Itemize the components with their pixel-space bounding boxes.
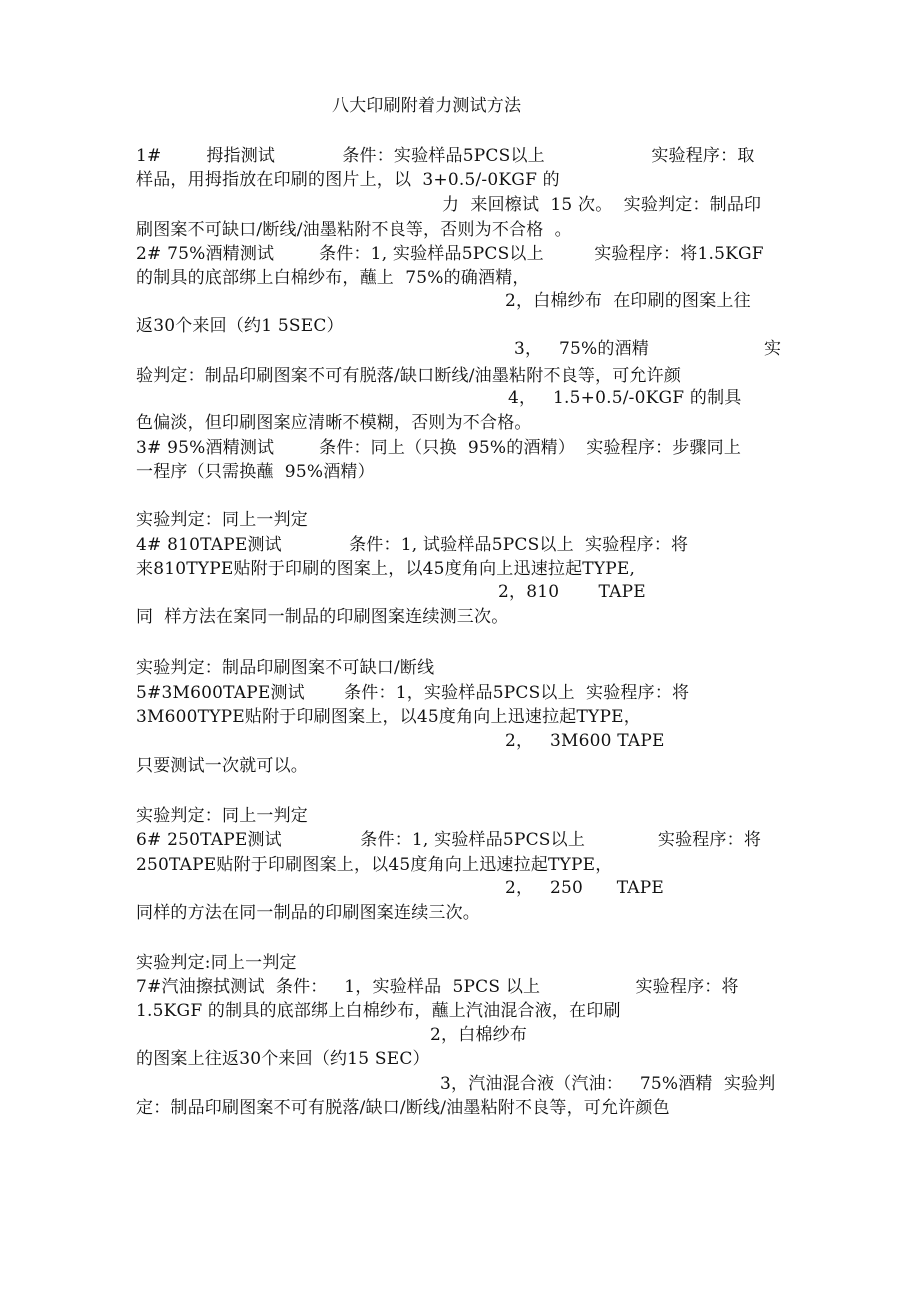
text-line: 2# 75%酒精测试 条件：1, 实验样品5PCS以上 实验程序：将1.5KGF — [136, 244, 764, 264]
text-line: 刷图案不可缺口/断线/油墨粘附不良等，否则为不合格 。 — [136, 220, 572, 240]
text-line: 力 来回檫试 15 次。 实验判定：制品印 — [442, 195, 762, 215]
text-line: 5#3M600TAPE测试 条件：1，实验样品5PCS以上 实验程序：将 — [136, 683, 690, 703]
text-line: 6# 250TAPE测试 条件：1, 实验样品5PCS以上 实验程序：将 — [136, 830, 762, 850]
text-line: 来810TYPE贴附于印刷的图案上，以45度角向上迅速拉起TYPE, — [136, 559, 636, 579]
text-line: 返30个来回（约1 5SEC） — [136, 316, 344, 336]
text-line: 验判定：制品印刷图案不可有脱落/缺口断线/油墨粘附不良等，可允许颜 — [136, 366, 682, 386]
text-line: 3，汽油混合液（汽油： 75%酒精 实验判 — [440, 1074, 776, 1094]
text-line: 2， 250 TAPE — [505, 878, 665, 898]
text-line: 2，白棉纱布 在印刷的图案上往 — [505, 291, 751, 311]
text-line: 3# 95%酒精测试 条件：同上（只换 95%的酒精） 实验程序：步骤同上 — [136, 438, 742, 458]
text-line: 实验判定:同上一判定 — [136, 953, 297, 973]
text-line: 同 样方法在案同一制品的印刷图案连续测三次。 — [136, 607, 509, 627]
page-title: 八大印刷附着力测试方法 — [332, 96, 522, 116]
text-line: 250TAPE贴附于印刷图案上，以45度角向上迅速拉起TYPE， — [136, 855, 613, 875]
text-line: 同样的方法在同一制品的印刷图案连续三次。 — [136, 903, 480, 923]
text-line: 1# 拇指测试 条件：实验样品5PCS以上 实验程序：取 — [136, 146, 755, 166]
text-line: 定：制品印刷图案不可有脱落/缺口/断线/油墨粘附不良等，可允许颜色 — [136, 1098, 670, 1118]
text-line: 2，810 TAPE — [498, 582, 646, 602]
text-line: 7#汽油擦拭测试 条件： 1，实验样品 5PCS 以上 实验程序：将 — [136, 977, 739, 997]
text-line: 一程序（只需换蘸 95%酒精） — [136, 462, 375, 482]
text-line: 的制具的底部绑上白棉纱布，蘸上 75%的确酒精， — [136, 268, 530, 288]
text-line: 实 — [764, 339, 782, 359]
text-line: 实验判定：同上一判定 — [136, 510, 308, 530]
text-line: 样品，用拇指放在印刷的图片上，以 3+0.5/-0KGF 的 — [136, 170, 560, 190]
text-line: 色偏淡，但印刷图案应清晰不模糊，否则为不合格。 — [136, 413, 532, 433]
text-line: 的图案上往返30个来回（约15 SEC） — [136, 1049, 430, 1069]
text-line: 实验判定：同上一判定 — [136, 806, 308, 826]
text-line: 2，白棉纱布 — [430, 1025, 528, 1045]
text-line: 4， 1.5+0.5/-0KGF 的制具 — [508, 388, 742, 408]
text-line: 3M600TYPE贴附于印刷图案上，以45度角向上迅速拉起TYPE， — [136, 707, 641, 727]
text-line: 1.5KGF 的制具的底部绑上白棉纱布，蘸上汽油混合液，在印刷 — [136, 1001, 621, 1021]
text-line: 只要测试一次就可以。 — [136, 756, 308, 776]
text-line: 实验判定：制品印刷图案不可缺口/断线 — [136, 658, 435, 678]
text-line: 3， 75%的酒精 — [514, 339, 650, 359]
text-line: 2， 3M600 TAPE — [505, 731, 665, 751]
text-line: 4# 810TAPE测试 条件：1, 试验样品5PCS以上 实验程序：将 — [136, 535, 689, 555]
